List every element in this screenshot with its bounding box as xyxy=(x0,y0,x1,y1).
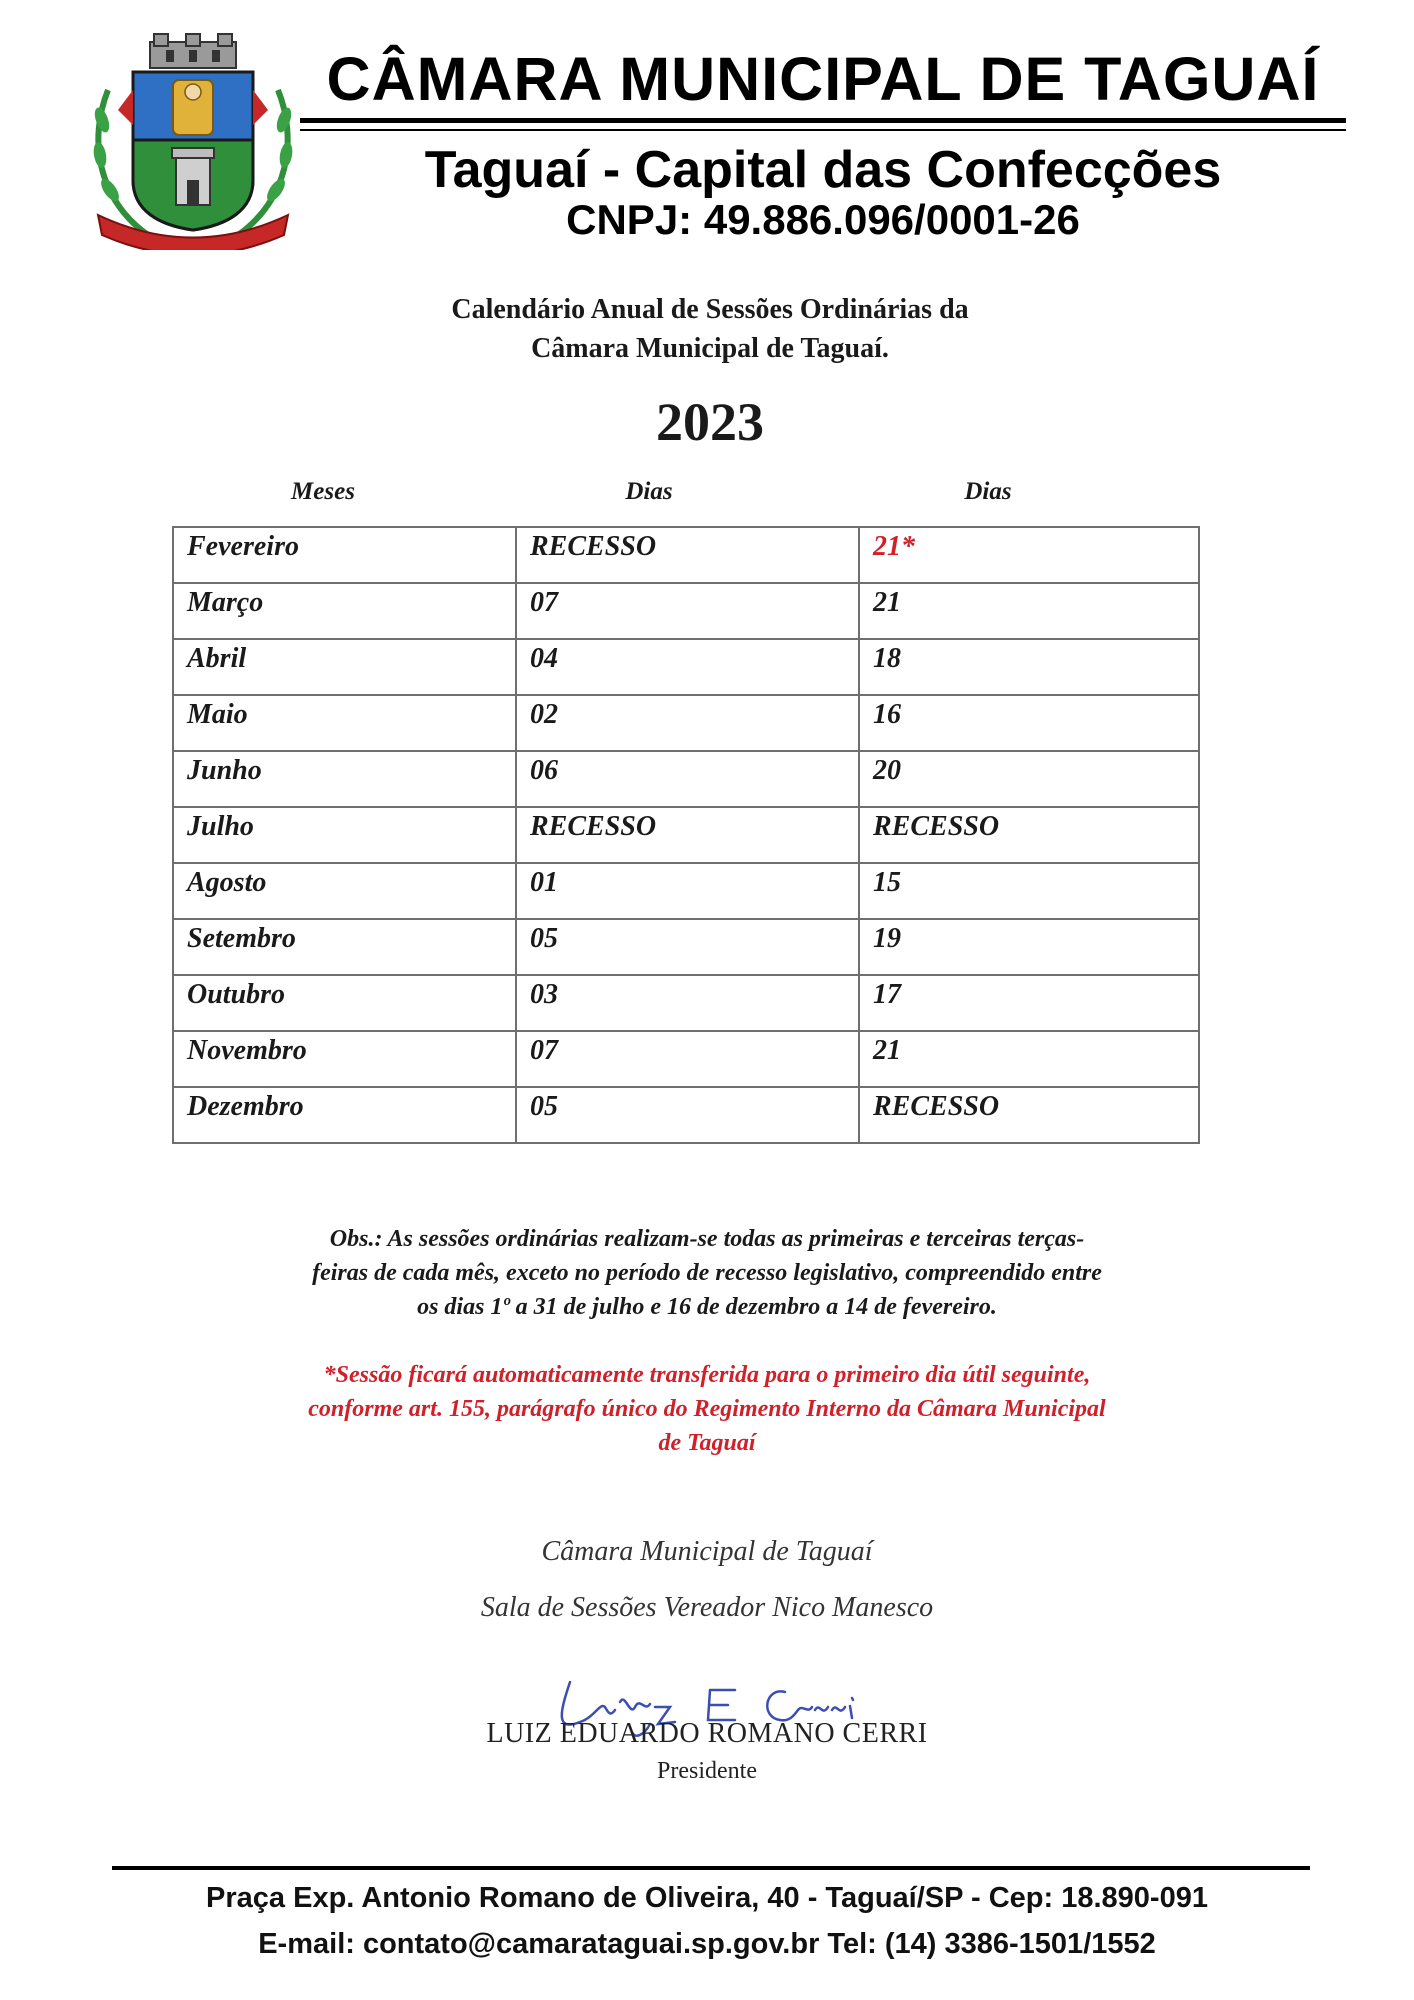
first-session-cell: 07 xyxy=(516,1031,859,1087)
document-title xyxy=(250,290,1170,368)
second-session-cell: 17 xyxy=(859,975,1199,1031)
month-cell: Abril xyxy=(173,639,516,695)
first-session-cell: 05 xyxy=(516,1087,859,1143)
second-session-cell: 16 xyxy=(859,695,1199,751)
header-rule-thick xyxy=(300,118,1346,123)
second-session-cell: 19 xyxy=(859,919,1199,975)
table-row xyxy=(173,695,1199,751)
table-row xyxy=(173,639,1199,695)
transfer-note-line: de Taguaí xyxy=(658,1430,756,1456)
letterhead xyxy=(0,0,1414,260)
org-slogan: Taguaí - Capital das Confecções xyxy=(424,141,1222,199)
org-title: CÂMARA MUNICIPAL DE TAGUAÍ xyxy=(326,45,1320,113)
column-header-months: Meses xyxy=(291,478,355,505)
month-cell: Maio xyxy=(173,695,516,751)
transfer-note-line: *Sessão ficará automaticamente transferida para o primeiro dia útil seguinte, xyxy=(323,1362,1091,1388)
first-session-cell: RECESSO xyxy=(516,527,859,583)
observation-paragraph xyxy=(210,1222,1204,1324)
month-cell: Fevereiro xyxy=(173,527,516,583)
footer-address: Praça Exp. Antonio Romano de Oliveira, 40 - Taguaí/SP - Cep: 18.890-091 xyxy=(206,1882,1208,1914)
first-session-cell: 07 xyxy=(516,583,859,639)
table-row xyxy=(173,975,1199,1031)
footer-rule xyxy=(112,1866,1310,1870)
sessions-calendar-table xyxy=(172,526,1200,1144)
second-session-cell: 21 xyxy=(859,583,1199,639)
transfer-note-line: conforme art. 155, parágrafo único do Regimento Interno da Câmara Municipal xyxy=(308,1396,1106,1422)
table-row xyxy=(173,527,1199,583)
observation-line: Obs.: As sessões ordinárias realizam-se todas as primeiras e terceiras terças- xyxy=(329,1226,1085,1252)
table-row xyxy=(173,919,1199,975)
second-session-cell: 15 xyxy=(859,863,1199,919)
transfer-note xyxy=(210,1358,1204,1460)
table-row xyxy=(173,751,1199,807)
signer-name: LUIZ EDUARDO ROMANO CERRI xyxy=(486,1718,928,1749)
second-session-cell: RECESSO xyxy=(859,1087,1199,1143)
month-cell: Novembro xyxy=(173,1031,516,1087)
document-year: 2023 xyxy=(656,392,764,452)
first-session-cell: 03 xyxy=(516,975,859,1031)
month-cell: Outubro xyxy=(173,975,516,1031)
column-header-days-second: Dias xyxy=(964,478,1012,505)
month-cell: Agosto xyxy=(173,863,516,919)
document-title-line: Câmara Municipal de Taguaí. xyxy=(531,333,889,364)
month-cell: Junho xyxy=(173,751,516,807)
first-session-cell: RECESSO xyxy=(516,807,859,863)
first-session-cell: 06 xyxy=(516,751,859,807)
second-session-cell: RECESSO xyxy=(859,807,1199,863)
observation-line: os dias 1º a 31 de julho e 16 de dezembro a 14 de fevereiro. xyxy=(417,1294,997,1320)
month-cell: Dezembro xyxy=(173,1087,516,1143)
month-cell: Março xyxy=(173,583,516,639)
first-session-cell: 04 xyxy=(516,639,859,695)
second-session-cell: 21 xyxy=(859,1031,1199,1087)
signer-role: Presidente xyxy=(657,1758,757,1784)
column-header-days-first: Dias xyxy=(625,478,673,505)
month-cell: Julho xyxy=(173,807,516,863)
second-session-cell: 18 xyxy=(859,639,1199,695)
table-row xyxy=(173,583,1199,639)
month-cell: Setembro xyxy=(173,919,516,975)
document-title-line: Calendário Anual de Sessões Ordinárias da xyxy=(451,294,969,325)
table-row xyxy=(173,863,1199,919)
first-session-cell: 05 xyxy=(516,919,859,975)
footer-contact: E-mail: contato@camarataguai.sp.gov.br Tel: (14) 3386-1501/1552 xyxy=(258,1928,1156,1960)
coat-of-arms-icon xyxy=(88,30,298,250)
closing-place: Câmara Municipal de Taguaí xyxy=(541,1536,873,1567)
second-session-cell: 21* xyxy=(859,527,1199,583)
observation-line: feiras de cada mês, exceto no período de recesso legislativo, compreendido entre xyxy=(312,1260,1102,1286)
first-session-cell: 02 xyxy=(516,695,859,751)
table-row xyxy=(173,807,1199,863)
closing-session-room: Sala de Sessões Vereador Nico Manesco xyxy=(480,1592,934,1623)
table-row xyxy=(173,1031,1199,1087)
first-session-cell: 01 xyxy=(516,863,859,919)
second-session-cell: 20 xyxy=(859,751,1199,807)
table-row xyxy=(173,1087,1199,1143)
header-rule-thin xyxy=(300,129,1346,131)
org-cnpj: CNPJ: 49.886.096/0001-26 xyxy=(566,196,1080,243)
